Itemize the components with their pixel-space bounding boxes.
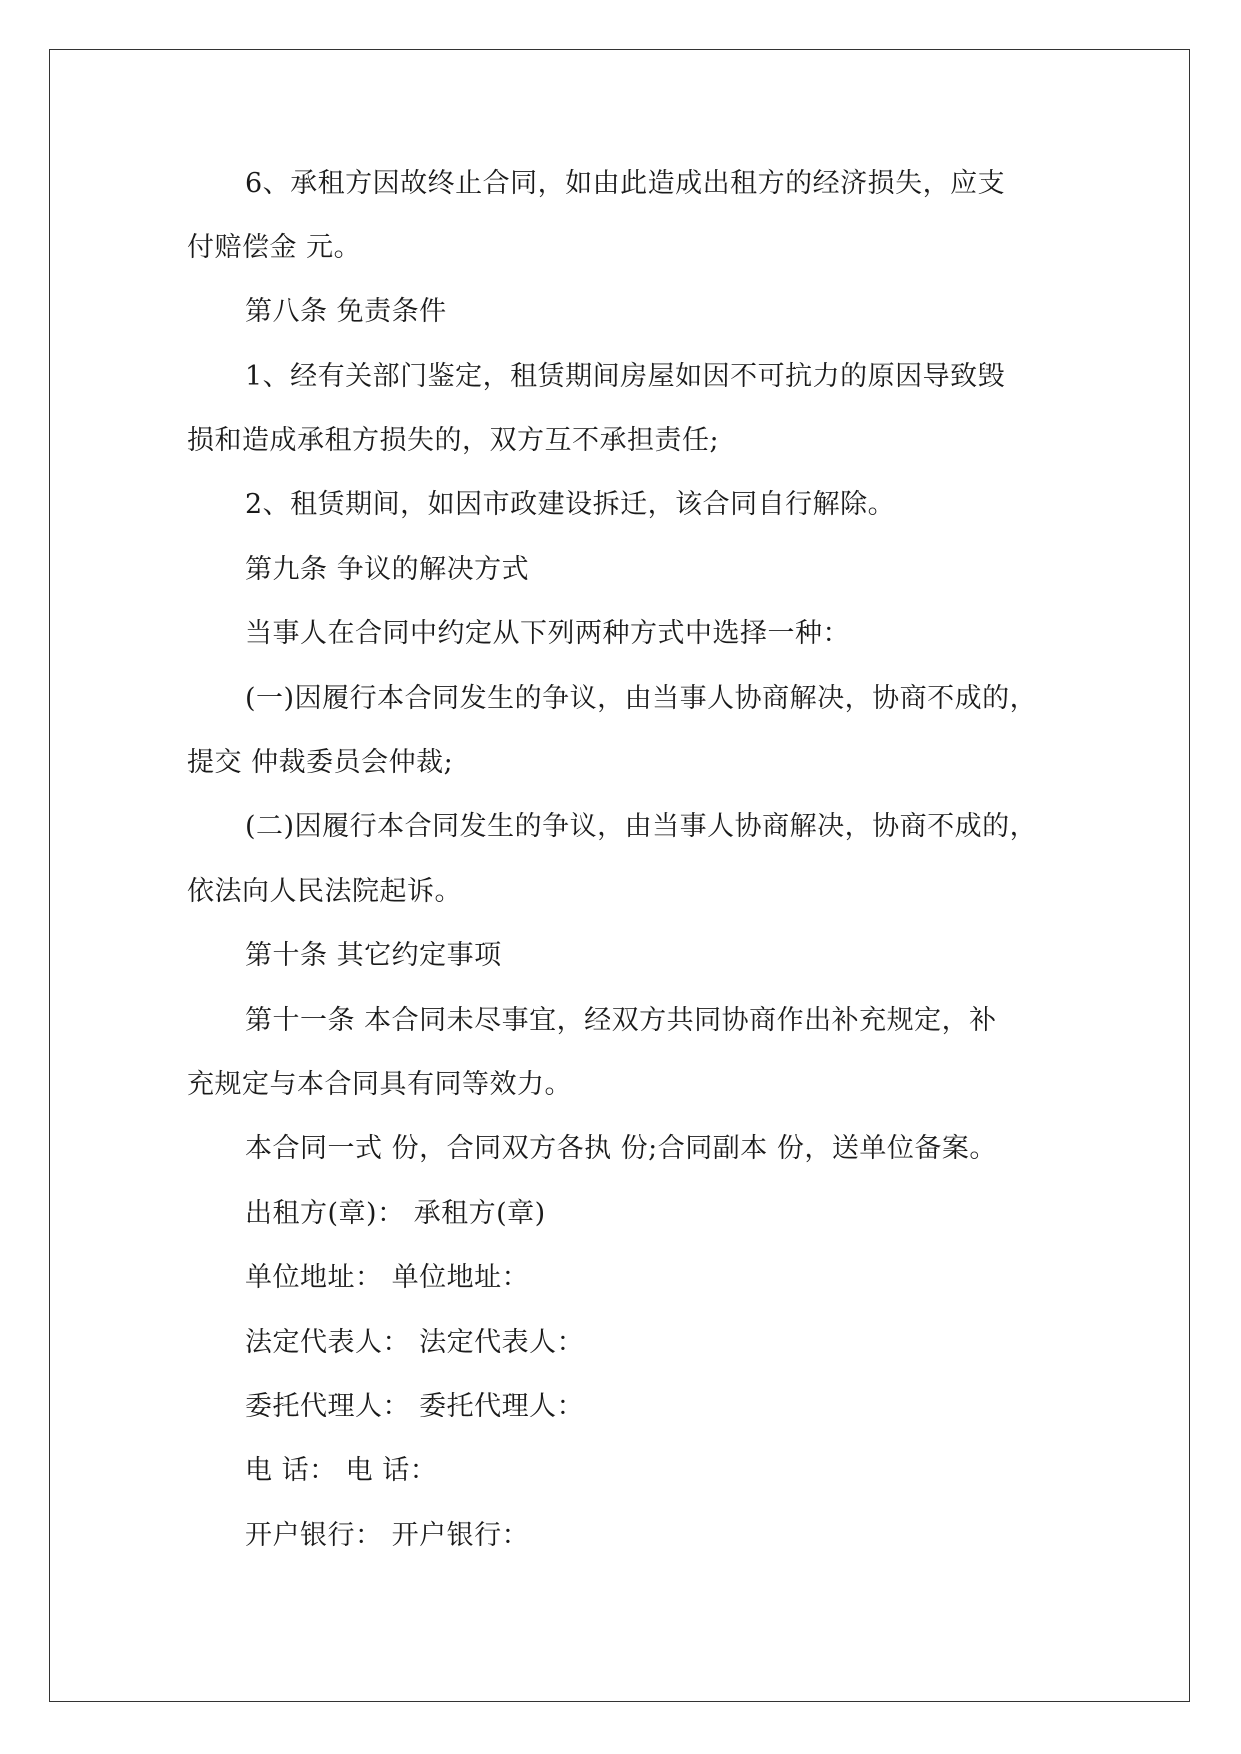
option-1-line-1: (一)因履行本合同发生的争议，由当事人协商解决，协商不成的，: [245, 683, 1038, 714]
article-11-line-1: 第十一条 本合同未尽事宜，经双方共同协商作出补充规定，补: [245, 1005, 997, 1036]
clause-7-6-line-2: 付赔偿金 元。: [187, 232, 362, 263]
article-11-line-2: 充规定与本合同具有同等效力。: [187, 1069, 572, 1100]
article-10-heading: 第十条 其它约定事项: [245, 940, 502, 971]
option-2-line-1: (二)因履行本合同发生的争议，由当事人协商解决，协商不成的，: [245, 811, 1038, 842]
signature-bank-row: 开户银行： 开户银行：: [245, 1520, 530, 1551]
signature-agent-row: 委托代理人： 委托代理人：: [245, 1391, 585, 1422]
copies-clause: 本合同一式 份，合同双方各执 份;合同副本 份，送单位备案。: [245, 1133, 997, 1164]
signature-phone-row: 电 话： 电 话：: [245, 1455, 438, 1486]
article-8-heading: 第八条 免责条件: [245, 296, 447, 327]
signature-legal-rep-row: 法定代表人： 法定代表人：: [245, 1327, 585, 1358]
clause-7-6-line-1: 6、承租方因故终止合同，如由此造成出租方的经济损失，应支: [245, 168, 1006, 199]
signature-party-row: 出租方(章)： 承租方(章): [245, 1198, 546, 1229]
article-9-intro: 当事人在合同中约定从下列两种方式中选择一种：: [245, 618, 850, 649]
signature-address-row: 单位地址： 单位地址：: [245, 1262, 530, 1293]
article-9-heading: 第九条 争议的解决方式: [245, 554, 530, 585]
clause-8-1-line-1: 1、经有关部门鉴定，租赁期间房屋如因不可抗力的原因导致毁: [245, 361, 1006, 392]
clause-8-1-line-2: 损和造成承租方损失的，双方互不承担责任;: [187, 425, 720, 456]
option-2-line-2: 依法向人民法院起诉。: [187, 876, 462, 907]
clause-8-2: 2、租赁期间，如因市政建设拆迁，该合同自行解除。: [245, 489, 896, 520]
option-1-line-2: 提交 仲裁委员会仲裁;: [187, 747, 454, 778]
